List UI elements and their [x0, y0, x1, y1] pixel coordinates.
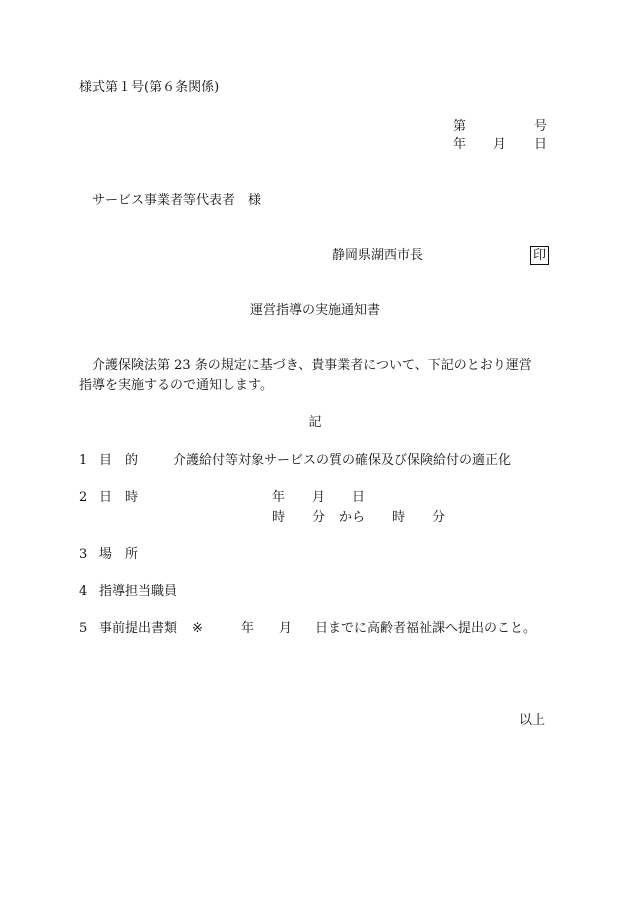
note-mark: ※: [192, 621, 203, 636]
item-number: 5: [79, 621, 88, 636]
docs-year: 年: [241, 621, 255, 636]
seal-mark: 印: [530, 246, 549, 265]
closing: 以上: [519, 713, 546, 728]
datetime-minute-end: 分: [432, 510, 446, 525]
item-label: 目 的: [99, 453, 139, 468]
datetime-day: 日: [352, 490, 366, 505]
datetime-year: 年: [272, 490, 286, 505]
item-label: 指導担当職員: [99, 584, 178, 599]
datetime-minute-start: 分: [312, 510, 326, 525]
document-title: 運営指導の実施通知書: [249, 303, 380, 318]
sender-name: 静岡県湖西市長: [332, 248, 424, 263]
item-number: 1: [79, 453, 88, 468]
date-year: 年: [453, 137, 467, 152]
datetime-month: 月: [312, 490, 326, 505]
item-number: 2: [79, 490, 88, 505]
number-suffix: 号: [534, 119, 548, 134]
docs-month: 月: [279, 621, 293, 636]
date-day: 日: [534, 137, 548, 152]
datetime-from: から: [339, 510, 366, 525]
seal-mark-wrapper: [530, 246, 549, 265]
docs-deadline-text: 日までに高齢者福祉課へ提出のこと。: [315, 621, 537, 636]
item-label: 事前提出書類: [99, 621, 178, 636]
number-prefix: 第: [453, 119, 467, 134]
body-line-1: 介護保険法第 23 条の規定に基づき、貴事業者について、下記のとおり運営: [92, 358, 532, 373]
addressee: サービス事業者等代表者 様: [92, 193, 262, 208]
item-value: 介護給付等対象サービスの質の確保及び保険給付の適正化: [173, 453, 512, 468]
datetime-hour-end: 時: [392, 510, 406, 525]
item-number: 3: [79, 547, 88, 562]
item-label: 場 所: [99, 547, 139, 562]
datetime-hour-start: 時: [272, 510, 286, 525]
date-month: 月: [493, 137, 507, 152]
ki-heading: 記: [308, 415, 322, 430]
item-number: 4: [79, 584, 88, 599]
form-label: 様式第１号(第６条関係): [79, 80, 220, 95]
body-line-2: 指導を実施するので通知します。: [79, 378, 273, 393]
item-label: 日 時: [99, 490, 139, 505]
